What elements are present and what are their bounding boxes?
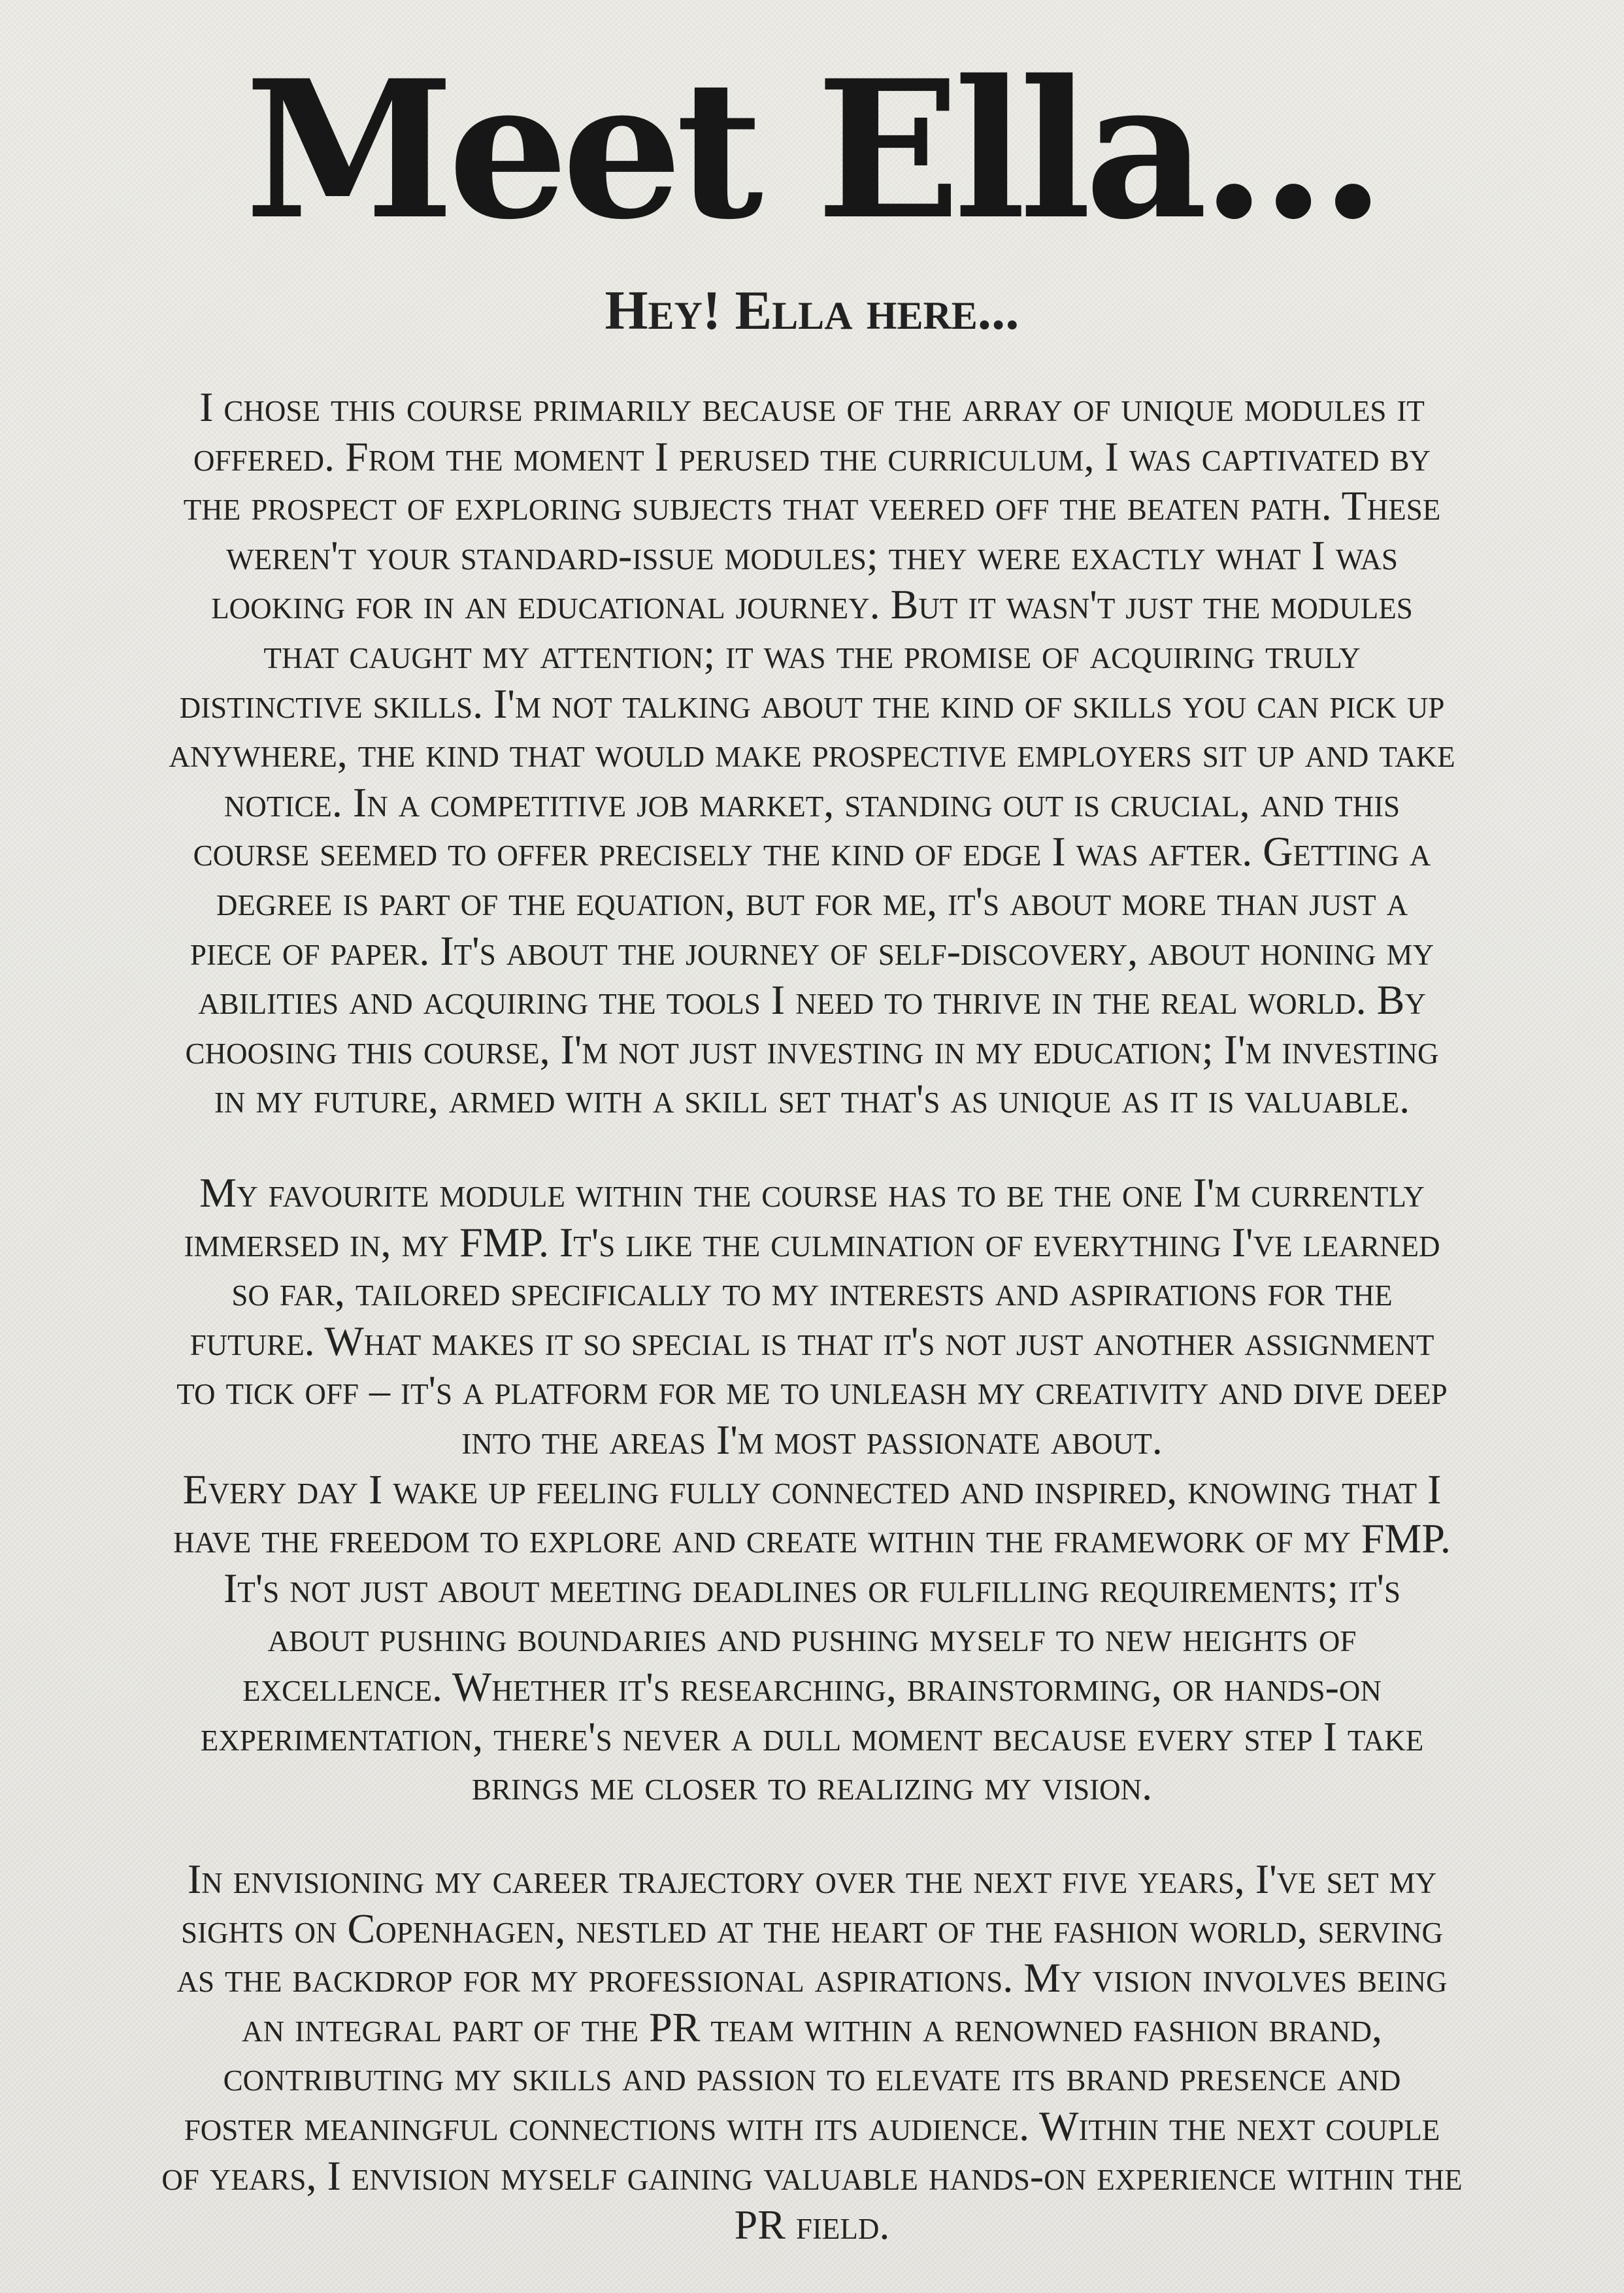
text-line: My favourite module within the course has to be the one I'm currently xyxy=(199,1169,1425,1216)
text-line: choosing this course, I'm not just investing in my education; I'm investing xyxy=(185,1026,1439,1073)
text-line: into the areas I'm most passionate about. xyxy=(461,1416,1163,1463)
text-line: offered. From the moment I perused the curriculum, I was captivated by xyxy=(193,433,1431,480)
text-line: of years, I envision myself gaining valuable hands-on experience within the xyxy=(161,2152,1463,2199)
paragraph-career-trajectory xyxy=(20,1854,1604,2250)
text-line: piece of paper. It's about the journey of self-discovery, about honing my xyxy=(190,927,1434,974)
text-line: abilities and acquiring the tools I need to thrive in the real world. By xyxy=(198,977,1426,1024)
text-line: that caught my attention; it was the promise of acquiring truly xyxy=(263,630,1361,677)
text-line: to tick off – it's a platform for me to unleash my creativity and dive deep xyxy=(176,1367,1448,1414)
text-line: sights on Copenhagen, nestled at the heart of the fashion world, serving xyxy=(181,1905,1443,1952)
text-line: In envisioning my career trajectory over the next five years, I've set my xyxy=(187,1856,1437,1902)
text-line: It's not just about meeting deadlines or fulfilling requirements; it's xyxy=(223,1564,1401,1611)
paragraph-course-choice xyxy=(20,382,1604,1124)
text-line: immersed in, my FMP. It's like the culmination of everything I've learned xyxy=(184,1218,1440,1265)
text-line: brings me closer to realizing my vision. xyxy=(471,1762,1153,1809)
text-line: in my future, armed with a skill set that's as unique as it is valuable. xyxy=(214,1075,1410,1122)
text-line: anywhere, the kind that would make prospective employers sit up and take xyxy=(169,729,1455,777)
text-line: future. What makes it so special is that it's not just another assignment xyxy=(190,1317,1434,1364)
page-title: Meet Ella... xyxy=(244,39,1380,261)
text-line: PR field. xyxy=(734,2201,890,2249)
text-line: experimentation, there's never a dull moment because every step I take xyxy=(200,1713,1424,1760)
text-line: degree is part of the equation, but for me, it's about more than just a xyxy=(216,877,1408,924)
text-line: the prospect of exploring subjects that veered off the beaten path. These xyxy=(183,482,1441,529)
text-line: Every day I wake up feeling fully connected and inspired, knowing that I xyxy=(182,1465,1442,1513)
text-line: weren't your standard-issue modules; they were exactly what I was xyxy=(226,531,1398,578)
text-line: contributing my skills and passion to elevate its brand presence and xyxy=(223,2053,1401,2100)
text-line: so far, tailored specifically to my interests and aspirations for the xyxy=(231,1268,1393,1315)
paragraph-favourite-module xyxy=(20,1168,1604,1811)
text-line: course seemed to offer precisely the kind of edge I was after. Getting a xyxy=(193,828,1431,875)
text-line: about pushing boundaries and pushing myself to new heights of xyxy=(267,1614,1357,1661)
text-line: an integral part of the PR team within a renowned fashion brand, xyxy=(242,2003,1382,2050)
text-line: I chose this course primarily because of the array of unique modules it xyxy=(199,384,1425,430)
text-line: foster meaningful connections with its audience. Within the next couple xyxy=(184,2102,1440,2149)
text-line: looking for in an educational journey. But it wasn't just the modules xyxy=(211,581,1413,628)
text-line: as the backdrop for my professional aspirations. My vision involves being xyxy=(176,1954,1448,2001)
text-line: distinctive skills. I'm not talking about the kind of skills you can pick up xyxy=(179,680,1445,727)
text-line: notice. In a competitive job market, standing out is crucial, and this xyxy=(224,778,1400,826)
text-line: excellence. Whether it's researching, brainstorming, or hands-on xyxy=(242,1663,1382,1710)
text-line: have the freedom to explore and create within the framework of my FMP. xyxy=(173,1515,1451,1562)
page-subtitle: Hey! Ella here... xyxy=(605,280,1019,341)
